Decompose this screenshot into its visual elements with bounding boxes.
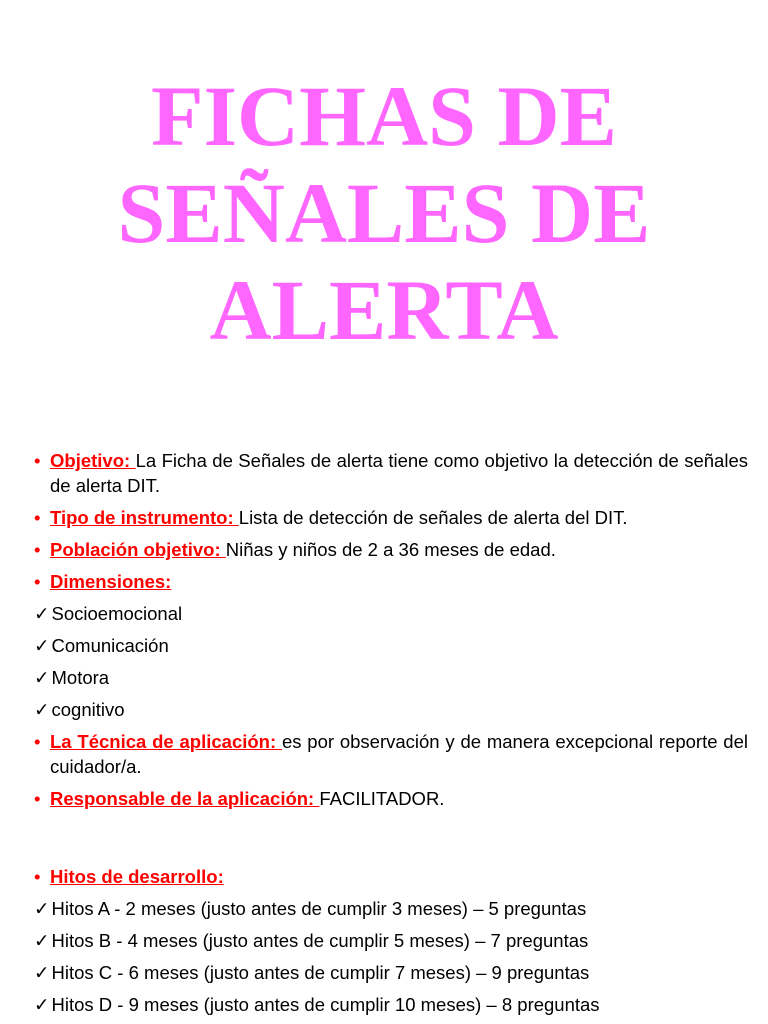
bullet-tecnica-aplicacion <box>34 729 748 779</box>
bullet-dot: • <box>34 731 41 752</box>
check-item-label: Hitos B - 4 meses (justo antes de cumplir 5 meses) – 7 preguntas <box>51 930 589 951</box>
check-item-hitos-d <box>34 992 748 1017</box>
check-icon: ✓ <box>34 635 50 656</box>
title-line-3: ALERTA <box>209 262 559 358</box>
poblacion-label: Población objetivo: <box>50 539 226 560</box>
tecnica-text: es por observación y de manera excepcional reporte del cuidador/a. <box>50 731 748 777</box>
check-icon: ✓ <box>34 962 50 983</box>
poblacion-text: Niñas y niños de 2 a 36 meses de edad. <box>225 539 556 560</box>
dimensiones-label: Dimensiones: <box>50 571 172 592</box>
bullet-responsable <box>34 786 748 811</box>
check-item-label: Socioemocional <box>51 603 183 624</box>
check-item-hitos-b <box>34 928 748 953</box>
responsable-label: Responsable de la aplicación: <box>50 788 320 809</box>
content-list <box>34 448 748 1024</box>
check-item-label: Comunicación <box>51 635 169 656</box>
check-item-cognitivo <box>34 697 748 722</box>
objetivo-text: La Ficha de Señales de alerta tiene como objetivo la detección de señales de alerta DIT. <box>50 450 748 496</box>
objetivo-label: Objetivo: <box>50 450 136 471</box>
check-item-label: Hitos A - 2 meses (justo antes de cumplir 3 meses) – 5 preguntas <box>51 898 587 919</box>
check-icon: ✓ <box>34 994 50 1015</box>
check-item-label: Motora <box>51 667 110 688</box>
spacer <box>34 818 748 864</box>
check-icon: ✓ <box>34 930 50 951</box>
title-line-1: FICHAS DE <box>151 68 617 164</box>
bullet-dot: • <box>34 571 41 592</box>
bullet-objetivo <box>34 448 748 498</box>
check-item-hitos-c <box>34 960 748 985</box>
bullet-dot: • <box>34 866 41 887</box>
check-item-motora <box>34 665 748 690</box>
check-icon: ✓ <box>34 603 50 624</box>
bullet-poblacion-objetivo <box>34 537 748 562</box>
tipo-label: Tipo de instrumento: <box>50 507 239 528</box>
bullet-dot: • <box>34 507 41 528</box>
check-item-label: cognitivo <box>51 699 125 720</box>
check-item-socioemocional <box>34 601 748 626</box>
responsable-text: FACILITADOR. <box>319 788 445 809</box>
check-item-comunicacion <box>34 633 748 658</box>
check-item-hitos-a <box>34 896 748 921</box>
check-item-label: Hitos C - 6 meses (justo antes de cumplir 7 meses) – 9 preguntas <box>51 962 590 983</box>
bullet-dot: • <box>34 788 41 809</box>
check-icon: ✓ <box>34 667 50 688</box>
tipo-text: Lista de detección de señales de alerta del DIT. <box>238 507 628 528</box>
bullet-dot: • <box>34 450 41 471</box>
check-item-label: Hitos D - 9 meses (justo antes de cumplir 10 meses) – 8 preguntas <box>51 994 600 1015</box>
tecnica-label: La Técnica de aplicación: <box>50 731 282 752</box>
bullet-hitos-desarrollo <box>34 864 748 889</box>
hitos-label: Hitos de desarrollo: <box>50 866 224 887</box>
title-line-2: SEÑALES DE <box>117 165 651 261</box>
bullet-dot: • <box>34 539 41 560</box>
check-icon: ✓ <box>34 898 50 919</box>
bullet-dimensiones <box>34 569 748 594</box>
page-title <box>0 68 768 359</box>
check-icon: ✓ <box>34 699 50 720</box>
bullet-tipo-instrumento <box>34 505 748 530</box>
